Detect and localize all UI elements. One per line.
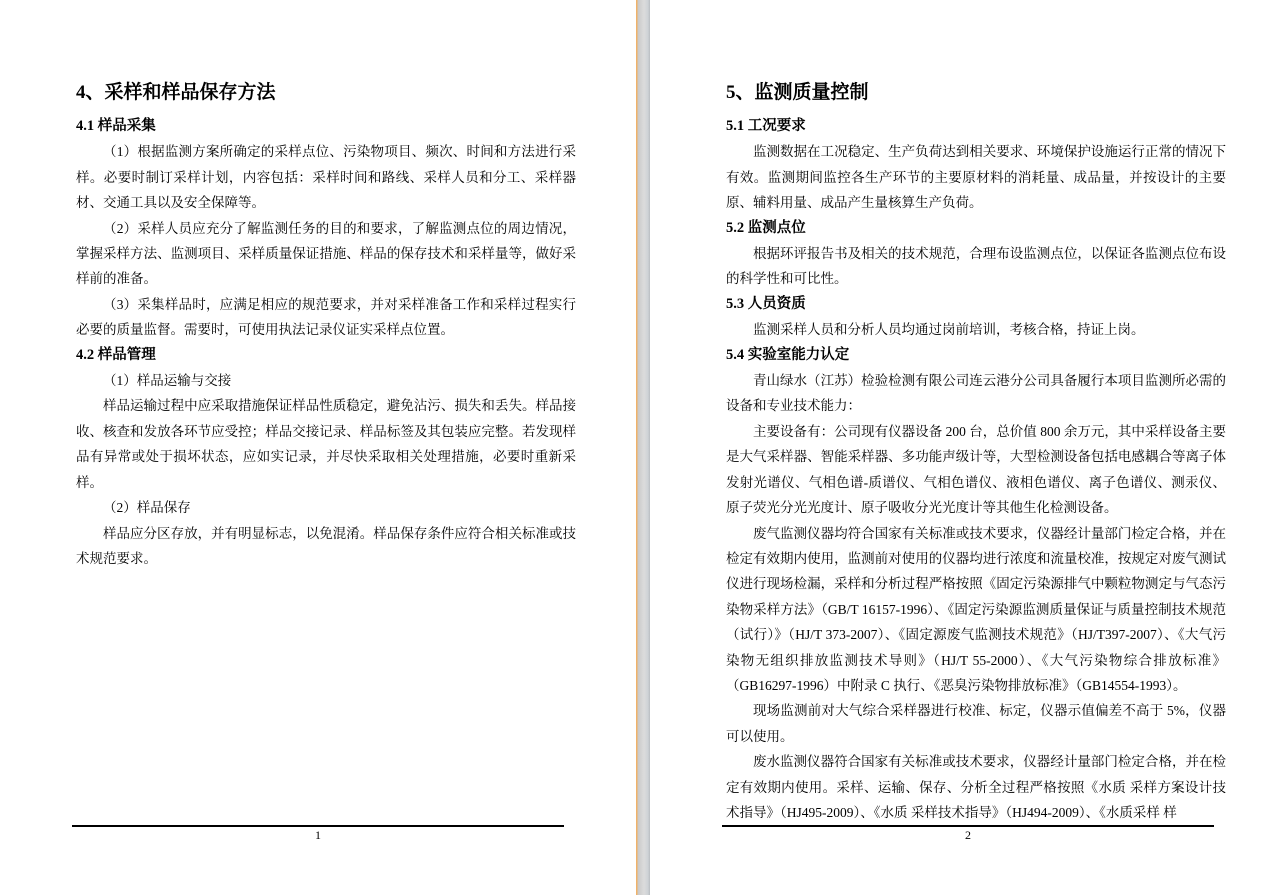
section-title-4: 4、采样和样品保存方法: [76, 82, 276, 103]
paragraph: 监测采样人员和分析人员均通过岗前培训，考核合格，持证上岗。: [753, 322, 1145, 338]
paragraph: （3）采集样品时，应满足相应的规范要求，并对采样准备工作和采样过程实行必要的质量监督。需要时，可使用执法记录仪证实采样点位置。: [76, 296, 576, 338]
page-2-content: [726, 0, 1226, 825]
paragraph: 青山绿水（江苏）检验检测有限公司连云港分公司具备履行本项目监测所必需的设备和专业技术能力：: [726, 373, 1226, 414]
heading-5-4: 5.4 实验室能力认定: [726, 346, 850, 363]
page-2: [650, 0, 1286, 895]
paragraph: 废气监测仪器均符合国家有关标准或技术要求，仪器经计量部门检定合格，并在检定有效期内使用，监测前对使用的仪器均进行浓度和流量校准，按规定对废气测试仪进行现场检漏，采样和分析过程严格按照《固定污染源排气中颗粒物测定与气态污染物采样方法》（GB/T 16157-1996）、《固定污染源监测质量保证与质量控制技术规范（试行）》（HJ/T 373-2007）、《固定源废气监测技术规范》（HJ/T397-2007）、《大气污染物无组织排放监测技术导则》（HJ/T 55-2000）、《大气污染物综合排放标准》（GB16297-1996）中附录 C 执行、《恶臭污染物排放标准》（GB14554-1993）。: [726, 525, 1226, 693]
heading-5-3: 5.3 人员资质: [726, 295, 806, 312]
section-title-5: 5、监测质量控制: [726, 82, 869, 103]
heading-4-1: 4.1 样品采集: [76, 118, 156, 134]
paragraph: 监测数据在工况稳定、生产负荷达到相关要求、环境保护设施运行正常的情况下有效。监测期间监控各生产环节的主要原材料的消耗量、成品量，并按设计的主要原、辅料用量、成品产生量核算生产负荷。: [726, 144, 1226, 211]
heading-5-1: 5.1 工况要求: [726, 118, 806, 134]
footer-rule: [722, 825, 1214, 827]
page-1: [0, 0, 636, 895]
paragraph: （2）采样人员应充分了解监测任务的目的和要求，了解监测点位的周边情况，掌握采样方法、监测项目、采样质量保证措施、样品的保存技术和采样量等，做好采样前的准备。: [76, 220, 576, 287]
heading-4-2: 4.2 样品管理: [76, 346, 156, 363]
paragraph: 主要设备有：公司现有仪器设备 200 台，总价值 800 余万元，其中采样设备主要是大气采样器、智能采样器、多功能声级计等，大型检测设备包括电感耦合等离子体发射光谱仪、气相色谱-质谱仪、气相色谱仪、液相色谱仪、离子色谱仪、测汞仪、原子荧光分光光度计、原子吸收分光光度计等其他生化检测设备。: [726, 423, 1226, 516]
paragraph: 样品运输过程中应采取措施保证样品性质稳定，避免沾污、损失和丢失。样品接收、核查和发放各环节应受控；样品交接记录、样品标签及其包装应完整。若发现样品有异常或处于损坏状态，应如实记录，并尽快采取相关处理措施，必要时重新采样。: [76, 398, 576, 490]
paragraph: （1）根据监测方案所确定的采样点位、污染物项目、频次、时间和方法进行采样。必要时制订采样计划，内容包括：采样时间和路线、采样人员和分工、采样器材、交通工具以及安全保障等。: [76, 144, 576, 211]
paragraph: 废水监测仪器符合国家有关标准或技术要求，仪器经计量部门检定合格，并在检定有效期内使用。采样、运输、保存、分析全过程严格按照《水质 采样方案设计技术指导》（HJ495-2009）、《水质 采样技术指导》（HJ494-2009）、《水质采样 样: [726, 754, 1226, 820]
paragraph: 根据环评报告书及相关的技术规范，合理布设监测点位，以保证各监测点位布设的科学性和可比性。: [726, 246, 1226, 287]
paragraph: 现场监测前对大气综合采样器进行校准、标定，仪器示值偏差不高于 5%，仪器可以使用。: [726, 703, 1226, 744]
footer-rule: [72, 825, 564, 827]
page-1-content: [76, 0, 576, 571]
page-gap-divider: [636, 0, 650, 895]
paragraph: 样品应分区存放，并有明显标志，以免混淆。样品保存条件应符合相关标准或技术规范要求。: [76, 525, 576, 566]
subitem-label: （1）样品运输与交接: [103, 373, 232, 389]
page-number: 2: [965, 828, 971, 842]
heading-5-2: 5.2 监测点位: [726, 219, 806, 236]
subitem-label: （2）样品保存: [103, 500, 191, 516]
page-number: 1: [315, 828, 321, 842]
